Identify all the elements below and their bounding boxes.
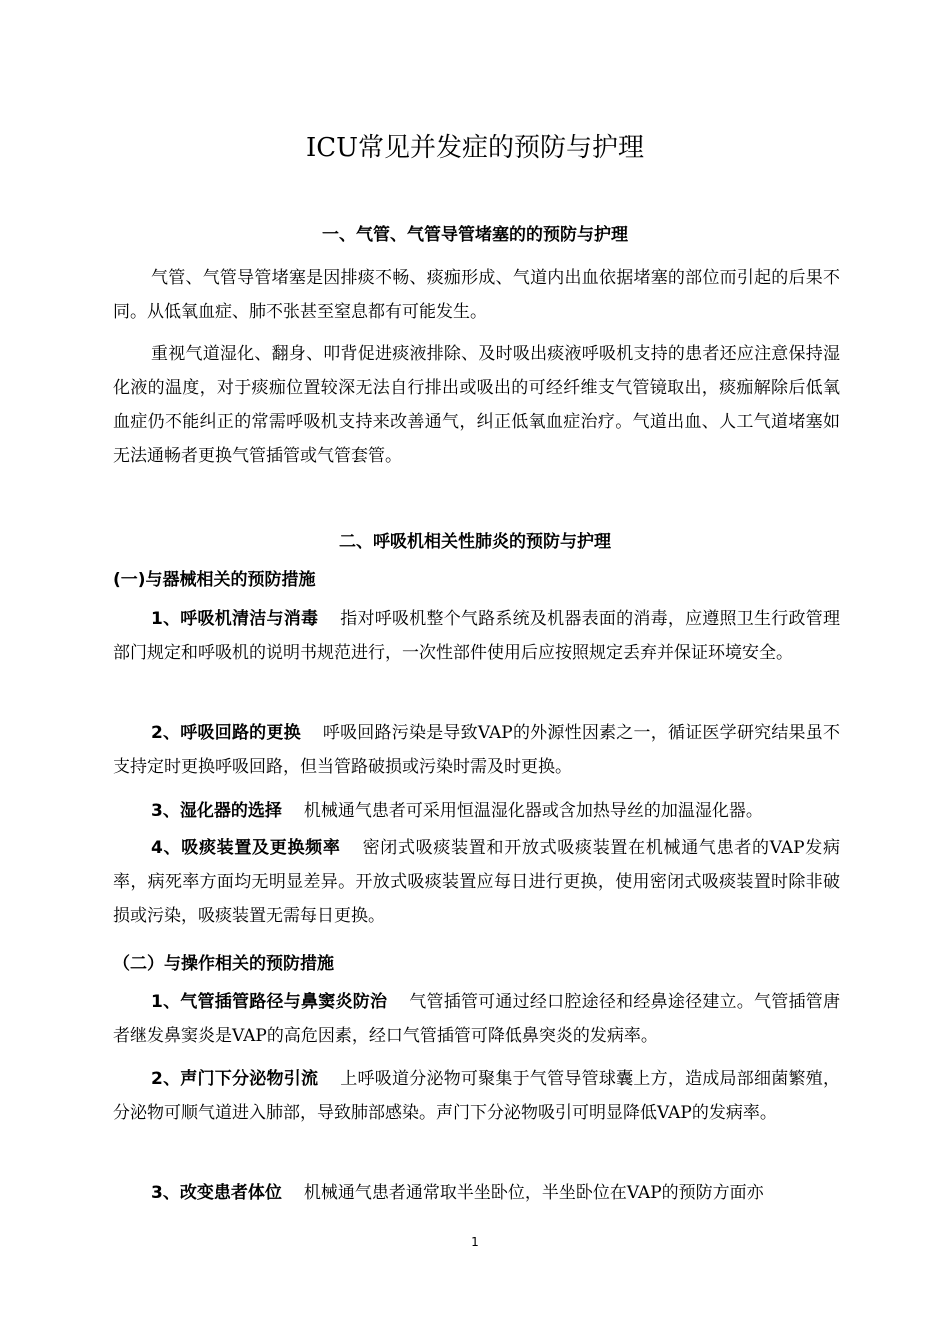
section-1-heading: 一、气管、气管导管堵塞的的预防与护理 [322,225,628,245]
item-label: 4、吸痰装置及更换频率 [151,838,341,858]
list-item [113,1176,840,1210]
list-item [113,985,840,1053]
item-label: 1、气管插管路径与鼻窦炎防治 [151,992,388,1012]
item-label: 3、改变患者体位 [151,1183,282,1203]
subsection-2-heading: （二）与操作相关的预防措施 [113,954,334,974]
item-text: 呼吸回路污染是导致VAP的外源性因素之一，循证医学研究结果虽不支持定时更换呼吸回路，但当管路破损或污染时需及时更换。 [113,723,840,777]
item-label: 2、呼吸回路的更换 [151,723,301,743]
section-1-paragraph-2: 重视气道湿化、翻身、叩背促进痰液排除、及时吸出痰液呼吸机支持的患者还应注意保持湿化液的温度，对于痰痂位置较深无法自行排出或吸出的可经纤维支气管镜取出，痰痂解除后低氧血症仍不能纠正的常需呼吸机支持来改善通气，纠正低氧血症治疗。气道出血、人工气道堵塞如无法通畅者更换气管插管或气管套管。 [113,344,840,466]
item-label: 3、湿化器的选择 [151,801,282,821]
item-text: 上呼吸道分泌物可聚集于气管导管球囊上方，造成局部细菌繁殖，分泌物可顺气道进入肺部，导致肺部感染。声门下分泌物吸引可明显降低VAP的发病率。 [113,1069,840,1123]
item-text: 机械通气患者可采用恒温湿化器或含加热导丝的加温湿化器。 [303,801,763,821]
page-title: ICU常见并发症的预防与护理 [305,133,645,163]
section-1-paragraph-1: 气管、气管导管堵塞是因排痰不畅、痰痂形成、气道内出血依据堵塞的部位而引起的后果不同。从低氧血症、肺不张甚至窒息都有可能发生。 [113,268,840,322]
item-label: 2、声门下分泌物引流 [151,1069,319,1089]
list-item [113,1062,840,1130]
list-item [113,716,840,784]
list-item [113,831,840,933]
item-text: 机械通气患者通常取半坐卧位，半坐卧位在VAP的预防方面亦 [303,1183,764,1203]
page-number: 1 [471,1235,479,1249]
item-text: 气管插管可通过经口腔途径和经鼻途径建立。气管插管唐者继发鼻窦炎是VAP的高危因素，经口气管插管可降低鼻突炎的发病率。 [113,992,841,1046]
section-2-heading: 二、呼吸机相关性肺炎的预防与护理 [339,532,611,552]
item-label: 1、呼吸机清洁与消毒 [151,609,319,629]
item-text: 密闭式吸痰装置和开放式吸痰装置在机械通气患者的VAP发病率，病死率方面均无明显差异。开放式吸痰装置应每日进行更换，使用密闭式吸痰装置时除非破损或污染，吸痰装置无需每日更换。 [113,838,840,926]
list-item [113,602,840,670]
item-text: 指对呼吸机整个气路系统及机器表面的消毒，应遵照卫生行政管理部门规定和呼吸机的说明书规范进行，一次性部件使用后应按照规定丢弃并保证环境安全。 [113,609,840,663]
list-item [113,794,840,828]
subsection-1-heading: (一)与器械相关的预防措施 [113,570,316,590]
